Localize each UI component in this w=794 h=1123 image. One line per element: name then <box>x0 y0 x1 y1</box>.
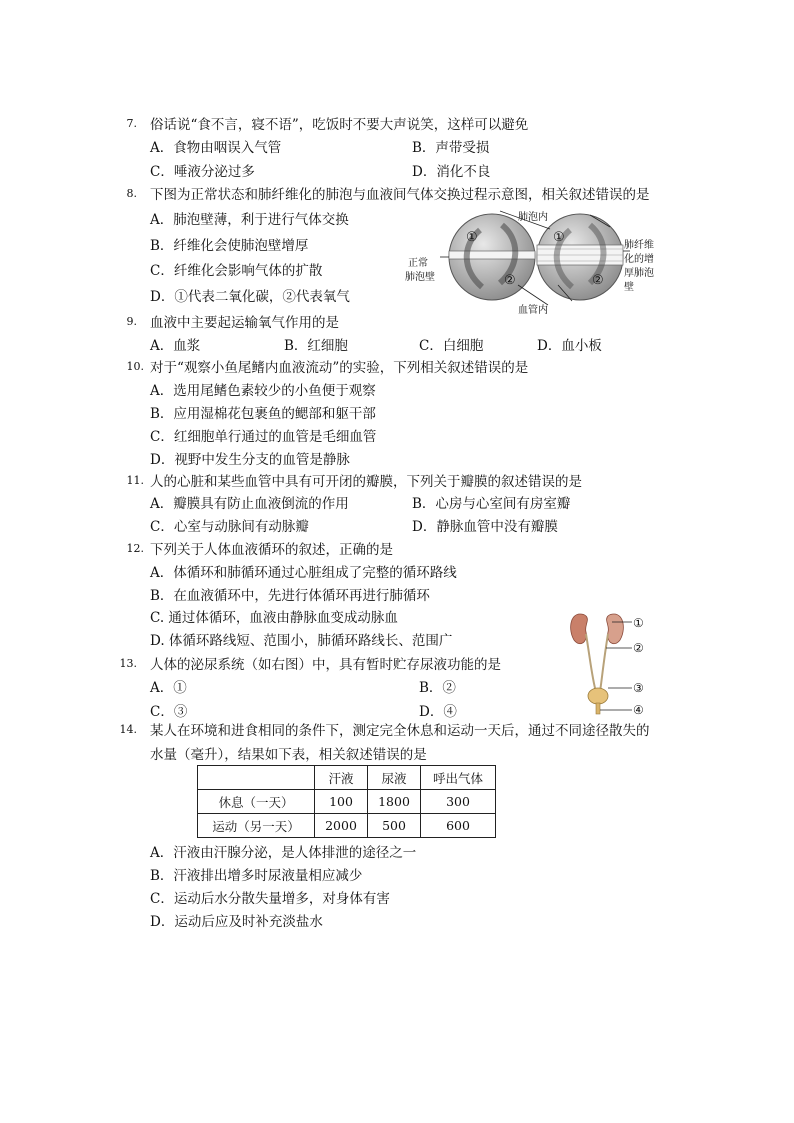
question-stem: 俗话说“食不言，寝不语”，吃饭时不要大声说笑，这样可以避免 <box>150 117 529 133</box>
option-c: C．纤维化会影响气体的扩散 <box>150 263 323 279</box>
marker-2: ② <box>504 273 516 288</box>
table-header-cell: 汗液 <box>315 766 368 790</box>
question-number: 8. <box>126 187 137 200</box>
urinary-marker-2: ② <box>633 641 644 655</box>
table-cell: 2000 <box>315 814 368 838</box>
option-a: A．汗液由汗腺分泌，是人体排泄的途径之一 <box>150 845 417 861</box>
urinary-system-diagram <box>566 608 636 716</box>
question-number: 12. <box>126 542 144 555</box>
option-a: A．肺泡壁薄，利于进行气体交换 <box>150 212 349 228</box>
option-b: B．红细胞 <box>284 338 348 354</box>
table-cell: 休息（一天） <box>198 790 315 814</box>
question-stem-line-1: 某人在环境和进食相同的条件下，测定完全休息和运动一天后，通过不同途径散失的 <box>150 723 650 739</box>
label-normal-wall-1: 正常 <box>408 258 428 269</box>
option-a: A．血浆 <box>150 338 201 354</box>
table-row <box>198 790 496 814</box>
option-c: C．白细胞 <box>419 338 484 354</box>
table-header-cell: 尿液 <box>368 766 421 790</box>
marker-1: ① <box>466 230 478 245</box>
option-c: C. 通过体循环，血液由静脉血变成动脉血 <box>150 610 398 626</box>
table-header-cell <box>198 766 315 790</box>
label-alveolus-inside: 肺泡内 <box>518 212 548 223</box>
label-fibrosis-1: 肺纤维 <box>624 240 654 251</box>
option-a: A．食物由咽误入气管 <box>150 140 282 156</box>
question-number: 9. <box>126 315 137 328</box>
question-stem: 对于“观察小鱼尾鳍内血液流动”的实验，下列相关叙述错误的是 <box>150 360 529 376</box>
option-c: C．红细胞单行通过的血管是毛细血管 <box>150 429 377 445</box>
label-fibrosis-3: 厚肺泡 <box>624 268 654 279</box>
question-number: 14. <box>119 723 137 736</box>
option-a: A．瓣膜具有防止血液倒流的作用 <box>150 496 349 512</box>
option-b: B．心房与心室间有房室瓣 <box>412 496 571 512</box>
urinary-marker-1: ① <box>633 616 644 630</box>
water-loss-table <box>197 765 496 838</box>
question-stem: 人的心脏和某些血管中具有可开闭的瓣膜，下列关于瓣膜的叙述错误的是 <box>150 474 582 490</box>
option-b: B．汗液排出增多时尿液量相应减少 <box>150 868 363 884</box>
label-blood-vessel-inside: 血管内 <box>518 305 548 316</box>
urinary-marker-4: ④ <box>633 703 644 717</box>
option-b: B．② <box>419 680 456 696</box>
question-stem: 下图为正常状态和肺纤维化的肺泡与血液间气体交换过程示意图，相关叙述错误的是 <box>150 187 650 203</box>
question-stem-line-2: 水量（毫升），结果如下表，相关叙述错误的是 <box>150 747 427 763</box>
option-a: A．选用尾鳍色素较少的小鱼便于观察 <box>150 383 376 399</box>
question-number: 10. <box>126 360 144 373</box>
label-fibrosis-4: 壁 <box>624 282 634 293</box>
marker-1-fibrosis: ① <box>553 230 565 245</box>
table-cell: 1800 <box>368 790 421 814</box>
option-b: B．声带受损 <box>412 140 490 156</box>
table-cell: 500 <box>368 814 421 838</box>
option-d: D．运动后应及时补充淡盐水 <box>150 914 323 930</box>
option-d: D．消化不良 <box>412 164 491 180</box>
question-stem: 下列关于人体血液循环的叙述，正确的是 <box>150 542 393 558</box>
marker-2-fibrosis: ② <box>592 273 604 288</box>
table-header-row <box>198 766 496 790</box>
option-b: B．纤维化会使肺泡壁增厚 <box>150 238 309 254</box>
option-d: D．④ <box>419 704 457 720</box>
option-d: D．血小板 <box>537 338 602 354</box>
table-row <box>198 814 496 838</box>
option-d: D. 体循环路线短、范围小，肺循环路线长、范围广 <box>150 633 453 649</box>
table-cell: 运动（另一天） <box>198 814 315 838</box>
question-number: 7. <box>126 117 137 130</box>
question-stem: 血液中主要起运输氧气作用的是 <box>150 315 339 331</box>
question-number: 11. <box>126 474 144 487</box>
question-stem: 人体的泌尿系统（如右图）中，具有暂时贮存尿液功能的是 <box>150 657 501 673</box>
option-d: D．①代表二氧化碳，②代表氧气 <box>150 289 350 305</box>
table-header-cell: 呼出气体 <box>421 766 496 790</box>
option-c: C．心室与动脉间有动脉瓣 <box>150 519 309 535</box>
urinary-marker-3: ③ <box>633 681 644 695</box>
label-normal-wall-2: 肺泡壁 <box>405 272 435 283</box>
table-cell: 300 <box>421 790 496 814</box>
question-number: 13. <box>119 657 137 670</box>
option-d: D．静脉血管中没有瓣膜 <box>412 519 558 535</box>
option-a: A．① <box>150 680 187 696</box>
option-c: C．运动后水分散失量增多，对身体有害 <box>150 891 390 907</box>
option-b: B．在血液循环中，先进行体循环再进行肺循环 <box>150 588 430 604</box>
table-cell: 100 <box>315 790 368 814</box>
option-b: B．应用湿棉花包裹鱼的鳃部和躯干部 <box>150 406 376 422</box>
label-fibrosis-2: 化的增 <box>624 254 654 265</box>
option-c: C．③ <box>150 704 188 720</box>
option-c: C．唾液分泌过多 <box>150 164 255 180</box>
option-d: D．视野中发生分支的血管是静脉 <box>150 452 350 468</box>
option-a: A．体循环和肺循环通过心脏组成了完整的循环路线 <box>150 565 457 581</box>
table-cell: 600 <box>421 814 496 838</box>
